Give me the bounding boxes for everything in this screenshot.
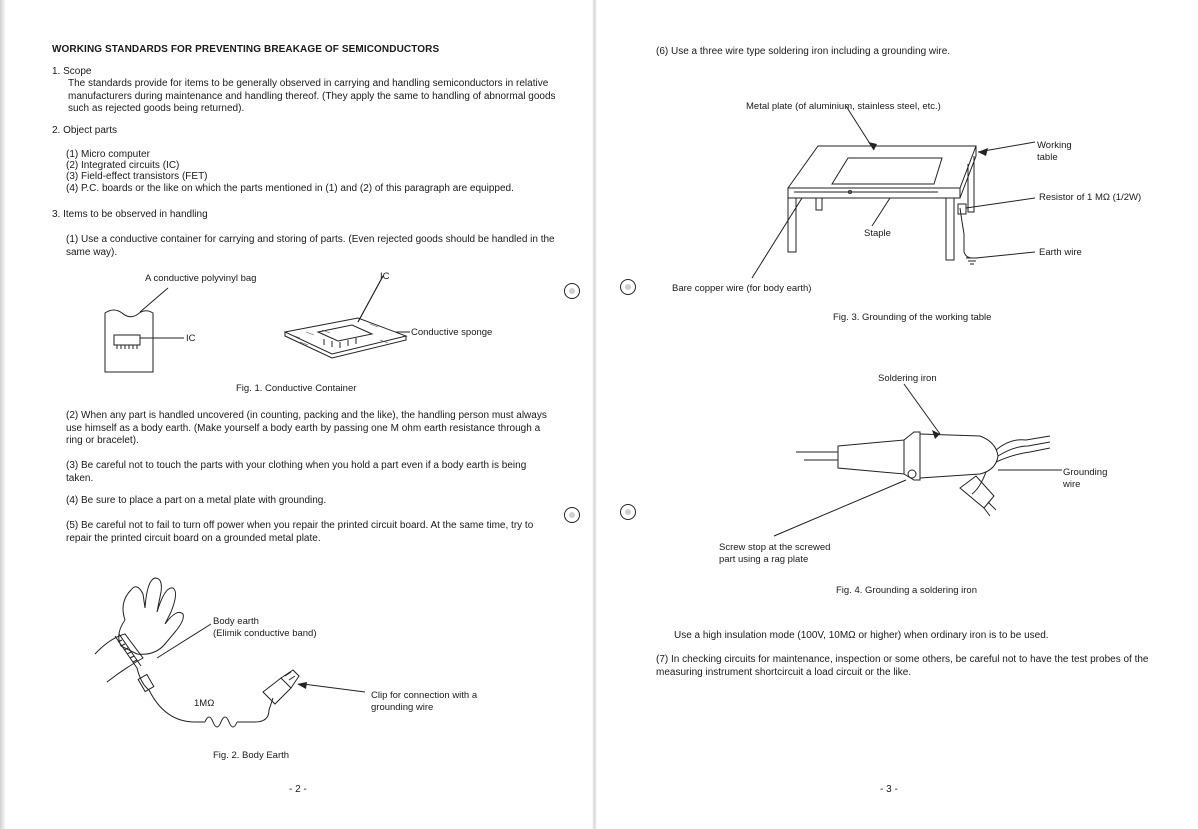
list-item: (1) Micro computer <box>66 149 150 160</box>
document-heading: WORKING STANDARDS FOR PREVENTING BREAKAGE OF SEMICONDUCTORS <box>52 44 440 55</box>
fig4-caption: Fig. 4. Grounding a soldering iron <box>836 585 977 596</box>
soldering-iron-drawing <box>780 384 1070 544</box>
page-number-left: - 2 - <box>289 784 307 795</box>
fig1-label-bag: A conductive polyvinyl bag <box>145 273 257 284</box>
binder-hole-icon <box>620 279 636 295</box>
fig4-label-screw-stop-2: part using a rag plate <box>719 554 809 565</box>
fig1-label-ic-left: IC <box>186 333 196 344</box>
working-table-drawing <box>750 112 1030 272</box>
fig3-label-working-table: Working <box>1037 140 1072 151</box>
page-fold-shadow <box>592 0 597 829</box>
fig3-label-earth-wire: Earth wire <box>1039 247 1082 258</box>
body-earth-drawing <box>85 572 385 742</box>
list-item: (3) Field-effect transistors (FET) <box>66 171 208 182</box>
fig3-label-bare-copper: Bare copper wire (for body earth) <box>672 283 812 294</box>
fig2-label-body-earth: Body earth <box>213 616 259 627</box>
fig3-label-staple: Staple <box>864 228 891 239</box>
fig3-label-resistor: Resistor of 1 MΩ (1/2W) <box>1039 192 1142 203</box>
scan-edge-left <box>0 0 6 829</box>
item-6-text: (6) Use a three wire type soldering iron including a grounding wire. <box>656 46 951 57</box>
binder-hole-icon <box>620 504 636 520</box>
fig3-caption: Fig. 3. Grounding of the working table <box>833 312 992 323</box>
item-2-text: (2) When any part is handled uncovered (in counting, packing and the like), the handling person must always use himself as a body earth. (Make yourself a body earth by passing one M ohm earth resistance through a ring or bracelet). <box>66 410 547 446</box>
list-item: (4) P.C. boards or the like on which the parts mentioned in (1) and (2) of this paragraph are equipped. <box>66 183 514 194</box>
fig1-label-sponge: Conductive sponge <box>411 327 493 338</box>
fig1-label-ic-top: IC <box>380 271 390 282</box>
page-number-right: - 3 - <box>880 784 898 795</box>
item-7-text: (7) In checking circuits for maintenance, inspection or some others, be careful not to have the test probes of the measuring instrument shortcircuit a load circuit or the like. <box>656 654 1149 678</box>
fig4-label-screw-stop: Screw stop at the screwed <box>719 542 831 553</box>
item-5-text: (5) Be careful not to fail to turn off power when you repair the printed circuit board. At the same time, try to repair the printed circuit board on a grounded metal plate. <box>66 520 534 544</box>
fig4-label-grounding-wire-2: wire <box>1063 479 1081 490</box>
fig1-caption: Fig. 1. Conductive Container <box>236 383 357 394</box>
item-4-text: (4) Be sure to place a part on a metal plate with grounding. <box>66 495 327 506</box>
section-2-title: 2. Object parts <box>52 125 118 136</box>
binder-hole-icon <box>564 507 580 523</box>
item-1-text: (1) Use a conductive container for carrying and storing of parts. (Even rejected goods should be handled in the same way). <box>66 234 555 258</box>
fig4-label-soldering-iron: Soldering iron <box>878 373 937 384</box>
list-item: (2) Integrated circuits (IC) <box>66 160 180 171</box>
fig3-label-metal-plate: Metal plate (of aluminium, stainless steel, etc.) <box>746 101 941 112</box>
fig2-label-resistor: 1MΩ <box>194 698 215 709</box>
fig2-label-clip: Clip for connection with a <box>371 690 478 701</box>
fig2-label-band: (Elimik conductive band) <box>213 628 317 639</box>
item-3-text: (3) Be careful not to touch the parts with your clothing when you hold a part even if a body earth is being taken. <box>66 460 527 484</box>
section-1-body: The standards provide for items to be generally observed in carrying and handling semiconductors in relative manufacturers during maintenance and handling thereof. (They apply the same to handling of abnormal goods such as rejected goods being returned). <box>68 78 556 114</box>
binder-hole-icon <box>564 283 580 299</box>
section-3-title: 3. Items to be observed in handling <box>52 209 208 220</box>
fig2-label-clip-2: grounding wire <box>371 702 434 713</box>
insulation-note: Use a high insulation mode (100V, 10MΩ or higher) when ordinary iron is to be used. <box>674 630 1049 641</box>
fig3-label-working-table-2: table <box>1037 152 1058 163</box>
fig4-label-grounding-wire: Grounding <box>1063 467 1108 478</box>
fig2-caption: Fig. 2. Body Earth <box>213 750 290 761</box>
conductive-container-drawing <box>100 280 520 390</box>
section-1-title: 1. Scope <box>52 66 92 77</box>
